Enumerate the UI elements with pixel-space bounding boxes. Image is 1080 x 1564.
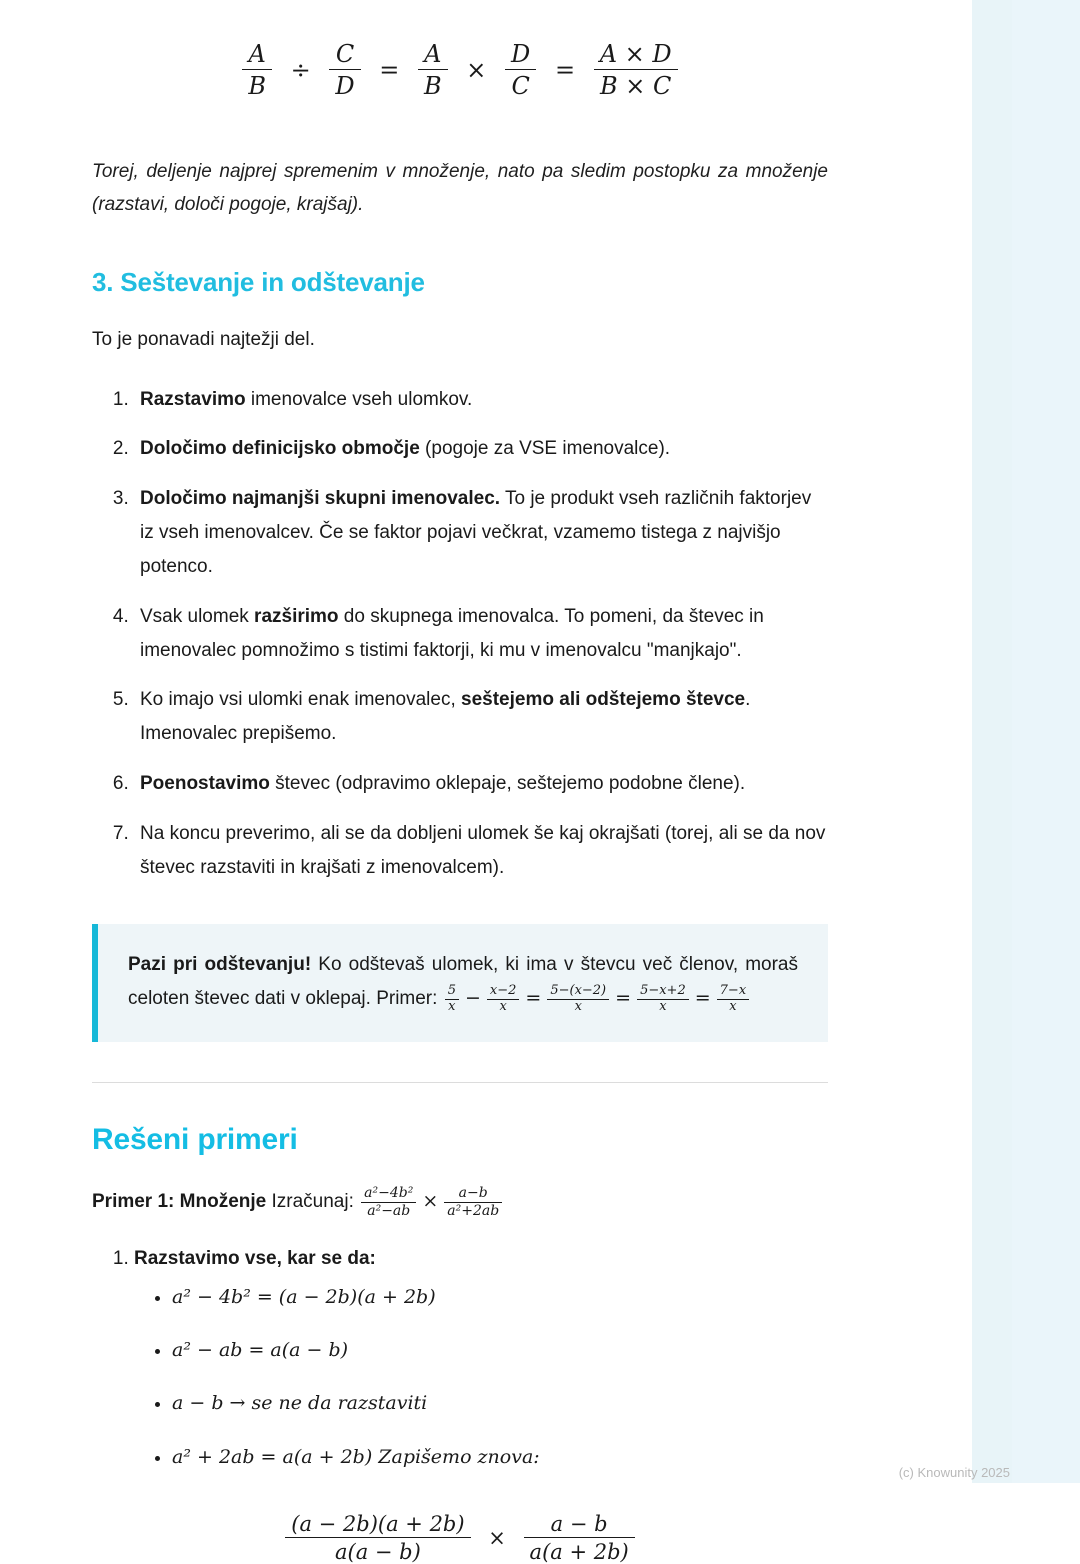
bullet-math-2: a² − ab = a(a − b) bbox=[172, 1339, 349, 1362]
copyright-footer: (c) Knowunity 2025 bbox=[898, 1465, 1010, 1480]
example-bullets bbox=[134, 1281, 828, 1474]
multiplication-operator: × bbox=[466, 56, 487, 84]
step-text: . Imenovalec prepišemo. bbox=[140, 689, 751, 745]
fraction-denominator: x bbox=[499, 998, 507, 1014]
inline-fraction-3 bbox=[547, 984, 609, 1015]
list-item bbox=[134, 1243, 828, 1474]
step-label: Določimo definicijsko območje bbox=[140, 438, 420, 460]
fraction-d-over-c bbox=[505, 40, 536, 100]
step-label: razširimo bbox=[254, 605, 339, 627]
equals-operator: = bbox=[694, 987, 711, 1010]
fraction-numerator: C bbox=[329, 40, 360, 70]
step-label: Razstavimo bbox=[140, 388, 246, 410]
step-label: Poenostavimo bbox=[140, 772, 270, 794]
steps-list bbox=[92, 383, 828, 885]
fraction-numerator: 5−x+2 bbox=[637, 984, 689, 1000]
example-fraction-2 bbox=[444, 1185, 502, 1218]
example-step-label: Razstavimo vse, kar se da: bbox=[134, 1247, 376, 1269]
fraction-denominator: B × C bbox=[599, 72, 672, 100]
example-1-header bbox=[92, 1185, 828, 1219]
equals-operator: = bbox=[379, 56, 400, 84]
fraction-numerator: (a − 2b)(a + 2b) bbox=[285, 1512, 470, 1538]
fraction-denominator: a(a − b) bbox=[334, 1540, 421, 1564]
step-label: seštejemo ali odštejemo števce bbox=[461, 689, 746, 711]
page-title-examples: Rešeni primeri bbox=[92, 1123, 298, 1157]
step-text: (pogoje za VSE imenovalce). bbox=[419, 438, 671, 460]
equals-operator: = bbox=[525, 987, 542, 1010]
list-item bbox=[134, 600, 828, 668]
list-item bbox=[134, 383, 828, 417]
step-text: To je produkt vseh različnih faktorjev iz vseh imenovalcev. Če se faktor pojavi večkrat, vzamemo tistega z najvišjo potenco. bbox=[140, 488, 812, 577]
step-text: števec (odpravimo oklepaje, seštejemo podobne člene). bbox=[269, 772, 746, 794]
list-item bbox=[172, 1334, 828, 1367]
fraction-product bbox=[594, 40, 678, 100]
fraction-denominator: x bbox=[659, 998, 667, 1014]
list-item bbox=[134, 767, 828, 801]
example-instruction: Izračunaj: bbox=[266, 1191, 360, 1213]
fraction-denominator: B bbox=[424, 72, 442, 100]
final-fraction-1 bbox=[285, 1512, 470, 1564]
page-title-section-3: 3. Seštevanje in odštevanje bbox=[92, 267, 425, 298]
example-steps-list bbox=[92, 1243, 828, 1474]
list-item bbox=[134, 817, 828, 885]
multiplication-operator: × bbox=[488, 1526, 506, 1551]
callout-title: Pazi pri odštevanju! bbox=[128, 954, 312, 976]
fraction-denominator: D bbox=[335, 72, 355, 100]
fraction-numerator: a²−4b² bbox=[361, 1185, 416, 1202]
fraction-denominator: B bbox=[248, 72, 266, 100]
section-3-lead: To je ponavadi najtežji del. bbox=[92, 329, 315, 351]
fraction-denominator: x bbox=[448, 998, 456, 1014]
fraction-denominator: a(a + 2b) bbox=[529, 1540, 629, 1564]
fraction-numerator: x−2 bbox=[487, 984, 520, 1000]
final-fraction-2 bbox=[524, 1512, 635, 1564]
fraction-denominator: a²−ab bbox=[367, 1202, 411, 1219]
step-prefix: Vsak ulomek bbox=[140, 605, 255, 627]
inline-fraction-2 bbox=[487, 984, 520, 1015]
inline-fraction-4 bbox=[637, 984, 689, 1015]
intro-paragraph: Torej, deljenje najprej spremenim v množenje, nato pa sledim postopku za množenje (razstavi, določi pogoje, krajšaj). bbox=[92, 161, 828, 215]
bullet-math-1: a² − 4b² = (a − 2b)(a + 2b) bbox=[172, 1285, 436, 1308]
multiplication-operator: × bbox=[422, 1190, 439, 1213]
equals-operator: = bbox=[615, 987, 632, 1010]
equals-operator: = bbox=[554, 56, 576, 84]
fraction-denominator: x bbox=[574, 998, 582, 1014]
example-label: Primer 1: Množenje bbox=[92, 1191, 267, 1213]
fraction-numerator: 7−x bbox=[717, 984, 750, 1000]
fraction-numerator: 5−(x−2) bbox=[547, 984, 609, 1000]
list-item bbox=[134, 482, 828, 583]
fraction-a-over-b bbox=[242, 40, 272, 100]
callout-warning bbox=[92, 924, 828, 1042]
fraction-a-over-b-2 bbox=[418, 40, 448, 100]
bullet-math-4: a² + 2ab = a(a + 2b) Zapišemo znova: bbox=[172, 1445, 540, 1468]
step-text: Na koncu preverimo, ali se da dobljeni ulomek še kaj okrajšati (torej, ali se da nov števec razstaviti in krajšati z imenovalcem). bbox=[140, 822, 826, 878]
list-item bbox=[172, 1387, 828, 1420]
inline-fraction-1 bbox=[445, 984, 459, 1015]
fraction-c-over-d bbox=[329, 40, 360, 100]
step-text: do skupnega imenovalca. To pomeni, da števec in imenovalec pomnožimo s tistimi faktorji, ki mu v imenovalcu "manjkajo". bbox=[140, 605, 764, 661]
step-prefix: Ko imajo vsi ulomki enak imenovalec, bbox=[140, 689, 462, 711]
final-formula bbox=[92, 1512, 828, 1564]
fraction-denominator: x bbox=[729, 998, 737, 1014]
fraction-numerator: A bbox=[242, 40, 272, 70]
step-text: imenovalce vseh ulomkov. bbox=[245, 388, 473, 410]
minus-operator: − bbox=[464, 987, 481, 1010]
formula-division-rule bbox=[92, 40, 828, 100]
list-item bbox=[134, 683, 828, 751]
list-item bbox=[134, 432, 828, 466]
list-item bbox=[172, 1281, 828, 1314]
fraction-numerator: A × D bbox=[594, 40, 678, 70]
fraction-denominator: C bbox=[511, 72, 530, 100]
fraction-numerator: A bbox=[418, 40, 448, 70]
fraction-numerator: D bbox=[505, 40, 536, 70]
fraction-numerator: 5 bbox=[445, 984, 459, 1000]
division-operator: ÷ bbox=[290, 56, 311, 84]
fraction-numerator: a − b bbox=[524, 1512, 635, 1538]
bullet-math-3: a − b → se ne da razstaviti bbox=[172, 1392, 428, 1415]
example-fraction-1 bbox=[361, 1185, 416, 1218]
list-item bbox=[172, 1441, 828, 1474]
inline-fraction-5 bbox=[717, 984, 750, 1015]
fraction-numerator: a−b bbox=[444, 1185, 502, 1202]
callout-text: Ko odštevaš ulomek, ki ima v števcu več členov, moraš celoten števec dati v oklepaj. Primer: bbox=[128, 954, 798, 1010]
step-label: Določimo najmanjši skupni imenovalec. bbox=[140, 488, 501, 510]
fraction-denominator: a²+2ab bbox=[447, 1202, 500, 1219]
